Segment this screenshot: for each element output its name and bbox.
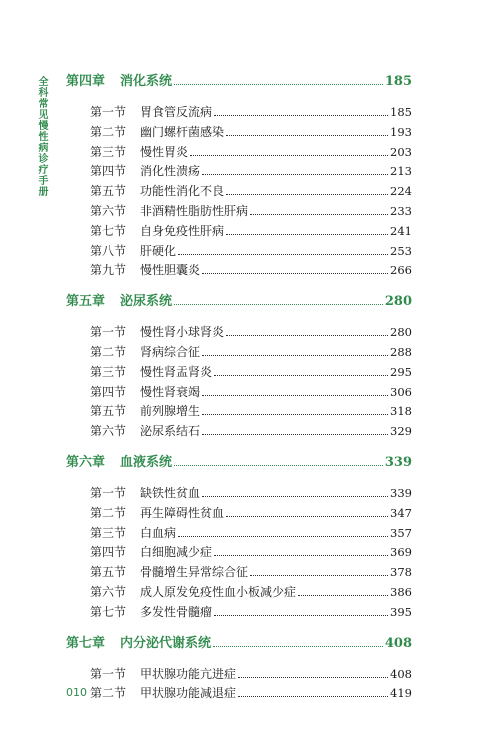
section-title: 甲状腺功能减退症 [140,686,237,701]
dot-leader [178,241,388,255]
section-title: 幽门螺杆菌感染 [140,124,225,139]
chapter-title: 血液系统 [120,454,173,470]
toc-entry[interactable] [66,401,412,421]
section-page: 241 [390,223,412,238]
chapter-heading[interactable] [66,290,412,312]
dot-leader [214,542,388,556]
chapter-page: 280 [384,294,412,310]
toc-entry[interactable] [66,241,412,261]
toc-entry[interactable] [66,562,412,582]
section-title: 慢性肾小球肾炎 [140,325,225,340]
section-page: 408 [390,666,412,681]
section-number: 第四节 [90,384,127,399]
section-page: 193 [390,124,412,139]
chapter-number: 第五章 [66,294,106,310]
toc-entry[interactable] [66,201,412,221]
section-number: 第三节 [90,144,127,159]
chapter-number: 第七章 [66,635,106,651]
dot-leader [202,161,388,175]
dot-leader [202,401,388,415]
section-page: 288 [390,344,412,359]
section-title: 骨髓增生异常综合征 [140,565,249,580]
section-page: 419 [390,686,412,701]
section-number: 第一节 [90,325,127,340]
section-title: 白细胞减少症 [140,545,213,560]
toc-entry[interactable] [66,664,412,684]
section-number: 第一节 [90,666,127,681]
toc-entry[interactable] [66,503,412,523]
section-title: 胃食管反流病 [140,105,213,119]
chapter-title: 内分泌代谢系统 [120,635,212,651]
section-number: 第二节 [90,505,127,520]
section-page: 224 [390,184,412,199]
section-page: 185 [390,105,412,119]
dot-leader [202,342,388,356]
toc-entry[interactable] [66,602,412,622]
chapter-page: 339 [384,454,412,470]
section-page: 386 [390,584,412,599]
book-side-title: 全科常见慢性病诊疗手册 [36,76,47,197]
section-page: 280 [390,325,412,340]
dot-leader [174,70,383,85]
section-title: 慢性肾盂肾炎 [140,364,213,379]
toc-entry[interactable] [66,483,412,503]
toc-entry[interactable] [66,260,412,280]
dot-leader [202,421,388,435]
chapter-number: 第六章 [66,454,106,470]
dot-leader [202,483,388,497]
section-title: 自身免疫性肝病 [140,223,225,238]
section-number: 第二节 [90,344,127,359]
dot-leader [174,290,383,305]
chapter-number: 第四章 [66,74,106,89]
section-title: 前列腺增生 [140,404,201,419]
toc-entry[interactable] [66,362,412,382]
section-page: 318 [390,404,412,419]
toc-entry[interactable] [66,221,412,241]
toc-entry[interactable] [66,382,412,402]
section-number: 第五节 [90,404,127,419]
toc-entry[interactable] [66,342,412,362]
toc-entry[interactable] [66,523,412,543]
section-number: 第一节 [90,105,127,119]
section-number: 第二节 [90,124,127,139]
dot-leader [250,562,388,576]
page-number: 010 [66,686,87,699]
table-of-contents [66,70,412,703]
chapter-heading[interactable] [66,70,412,92]
section-page: 253 [390,243,412,258]
toc-entry[interactable] [66,181,412,201]
section-number: 第七节 [90,223,127,238]
chapter-title: 消化系统 [120,74,173,89]
section-number: 第四节 [90,545,127,560]
toc-entry[interactable] [66,102,412,122]
section-page: 357 [390,525,412,540]
section-page: 378 [390,565,412,580]
section-number: 第四节 [90,164,127,179]
dot-leader [202,260,388,274]
dot-leader [213,632,383,647]
section-page: 395 [390,604,412,619]
section-page: 369 [390,545,412,560]
section-number: 第六节 [90,584,127,599]
section-page: 306 [390,384,412,399]
dot-leader [238,664,388,678]
section-number: 第七节 [90,604,127,619]
section-page: 266 [390,263,412,278]
section-title: 慢性胆囊炎 [140,263,201,278]
section-title: 缺铁性贫血 [140,485,201,500]
section-page: 347 [390,505,412,520]
toc-entry[interactable] [66,122,412,142]
chapter-page: 185 [384,74,412,89]
dot-leader [226,322,388,336]
section-title: 泌尿系结石 [140,424,201,439]
section-number: 第八节 [90,243,127,258]
section-page: 203 [390,144,412,159]
dot-leader [178,523,388,537]
section-number: 第三节 [90,364,127,379]
dot-leader [214,102,388,116]
section-number: 第五节 [90,565,127,580]
toc-entry[interactable] [66,683,412,703]
toc-entry[interactable] [66,542,412,562]
dot-leader [226,122,388,136]
section-number: 第九节 [90,263,127,278]
section-number: 第六节 [90,424,127,439]
section-page: 213 [390,164,412,179]
chapter-heading[interactable] [66,632,412,654]
toc-entry[interactable] [66,322,412,342]
dot-leader [250,201,388,215]
dot-leader [226,221,388,235]
section-page: 295 [390,364,412,379]
section-number: 第六节 [90,203,127,218]
toc-entry[interactable] [66,142,412,162]
section-title: 慢性肾衰竭 [140,384,201,399]
section-title: 功能性消化不良 [140,184,225,199]
section-page: 329 [390,424,412,439]
section-title: 肾病综合征 [140,344,201,359]
section-title: 再生障碍性贫血 [140,505,225,520]
dot-leader [298,582,388,596]
section-page: 339 [390,485,412,500]
toc-entry[interactable] [66,582,412,602]
section-title: 非酒精性脂肪性肝病 [140,203,249,218]
toc-entry[interactable] [66,161,412,181]
section-title: 白血病 [140,525,177,540]
section-number: 第一节 [90,485,127,500]
chapter-heading[interactable] [66,451,412,473]
section-title: 多发性骨髓瘤 [140,604,213,619]
section-number: 第五节 [90,184,127,199]
chapter-page: 408 [384,635,412,651]
dot-leader [202,382,388,396]
dot-leader [214,362,388,376]
dot-leader [174,451,383,466]
section-title: 甲状腺功能亢进症 [140,666,237,681]
toc-entry[interactable] [66,421,412,441]
dot-leader [226,181,388,195]
section-page: 233 [390,203,412,218]
dot-leader [190,142,388,156]
section-title: 肝硬化 [140,243,177,258]
section-number: 第二节 [90,686,127,701]
chapter-title: 泌尿系统 [120,294,173,310]
dot-leader [238,683,388,697]
dot-leader [214,602,388,616]
section-title: 慢性胃炎 [140,144,189,159]
dot-leader [226,503,388,517]
section-title: 消化性溃疡 [140,164,201,179]
section-number: 第三节 [90,525,127,540]
section-title: 成人原发免疫性血小板减少症 [140,584,297,599]
